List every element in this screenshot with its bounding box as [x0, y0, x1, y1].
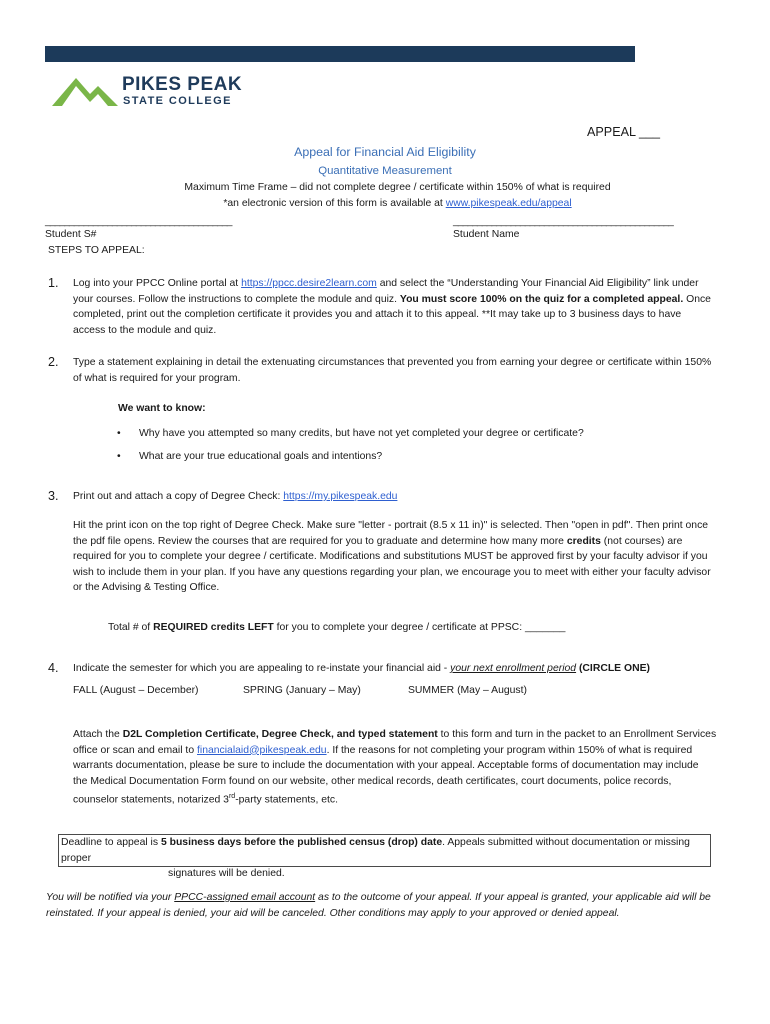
max-time-frame: Maximum Time Frame – did not complete degree / certificate within 150% of what is required — [184, 182, 611, 193]
option-summer[interactable]: SUMMER (May – August) — [408, 685, 527, 696]
bullet-icon: • — [117, 428, 121, 439]
college-subtitle: STATE COLLEGE — [123, 95, 232, 107]
step-4-number: 4. — [48, 661, 59, 675]
student-id-label: Student S# — [45, 229, 97, 240]
d2l-portal-link[interactable]: https://ppcc.desire2learn.com — [241, 278, 377, 289]
financial-aid-email-link[interactable]: financialaid@pikespeak.edu — [197, 744, 327, 756]
option-spring[interactable]: SPRING (January – May) — [243, 685, 361, 696]
step-2-text: Type a statement explaining in detail the extenuating circumstances that prevented you from earning your degree or certificate within 150% of what is required for your program. — [73, 357, 712, 384]
student-name-line: ______________________________________________ — [453, 216, 673, 227]
step-3-text: Print out and attach a copy of Degree Check: https://my.pikespeak.edu — [73, 491, 398, 502]
credits-left-field[interactable]: Total # of REQUIRED credits LEFT for you to complete your degree / certificate at PPSC: _______ — [108, 622, 566, 633]
appeal-number-label: APPEAL ___ — [587, 125, 661, 139]
step-4-text: Indicate the semester for which you are appealing to re-instate your financial aid - your next enrollment period (CIRCLE ONE) — [73, 663, 650, 674]
question-1: Why have you attempted so many credits, but have not yet completed your degree or certificate? — [139, 428, 584, 439]
question-2: What are your true educational goals and intentions? — [139, 451, 383, 462]
page-title: Appeal for Financial Aid Eligibility — [294, 145, 476, 159]
attach-instructions: Attach the D2L Completion Certificate, Degree Check, and typed statement to this form and turn in the packet to an Enrollment Services office or scan and email to financialaid@pikespeak.edu. If the reasons for not completing your program within 150% of what is required warrants documentation, please be sure to include the documentation with your appeal. Acceptable forms of documentation may include the Medical Documentation Form found on our website, other medical records, death certificates, court documents, police records, counselor statements, notarized 3rd-party statements, etc. — [73, 729, 717, 806]
notification-notice: You will be notified via your PPCC-assigned email account as to the outcome of your appeal. If your appeal is granted, your applicable aid will be reinstated. If your appeal is denied, your aid will be canceled. Other conditions may apply to your approved or denied appeal. — [46, 892, 711, 919]
step-2-number: 2. — [48, 355, 59, 369]
appeal-form-link[interactable]: www.pikespeak.edu/appeal — [445, 198, 572, 209]
degree-check-link[interactable]: https://my.pikespeak.edu — [283, 491, 398, 502]
option-fall[interactable]: FALL (August – December) — [73, 685, 199, 696]
page-subtitle: Quantitative Measurement — [318, 165, 452, 177]
step-1-text: Log into your PPCC Online portal at https://ppcc.desire2learn.com and select the “Understanding Your Financial Aid Eligibility” link under your courses. Follow the instructions to complete the module and quiz. You must score 100% on the quiz for a completed appeal. Once completed, print out the completion certificate it provides you and attach it to this appeal. **It may take up to 3 business days to have access to the module and quiz. — [73, 278, 711, 336]
header-bar — [45, 46, 635, 62]
student-name-label: Student Name — [453, 229, 520, 240]
steps-heading: STEPS TO APPEAL: — [48, 245, 145, 256]
college-name: PIKES PEAK — [122, 74, 243, 95]
student-id-line: _______________________________________ — [45, 216, 232, 227]
deadline-notice: Deadline to appeal is 5 business days before the published census (drop) date. Appeals submitted without documentation or missing proper signatures will be denied. — [61, 837, 690, 880]
electronic-version-note: *an electronic version of this form is available at www.pikespeak.edu/appeal — [223, 198, 572, 209]
degree-check-instructions: Hit the print icon on the top right of Degree Check. Make sure "letter - portrait (8.5 x 11 in)" is selected. Then "open in pdf". Then print once the pdf file opens. Review the courses that are required for you to graduate and determine how many more credits (not courses) are required for you to complete your degree / certificate. Modifications and substitutions MUST be approved first by your faculty advisor if you wish to include them in your plan. If you have any questions regarding your plan, we encourage you to meet with either your faculty advisor or the Advising & Testing Office. — [73, 520, 711, 594]
step-3-number: 3. — [48, 489, 59, 503]
bullet-icon: • — [117, 451, 121, 462]
we-want-to-know: We want to know: — [118, 403, 206, 414]
step-1-number: 1. — [48, 276, 59, 290]
